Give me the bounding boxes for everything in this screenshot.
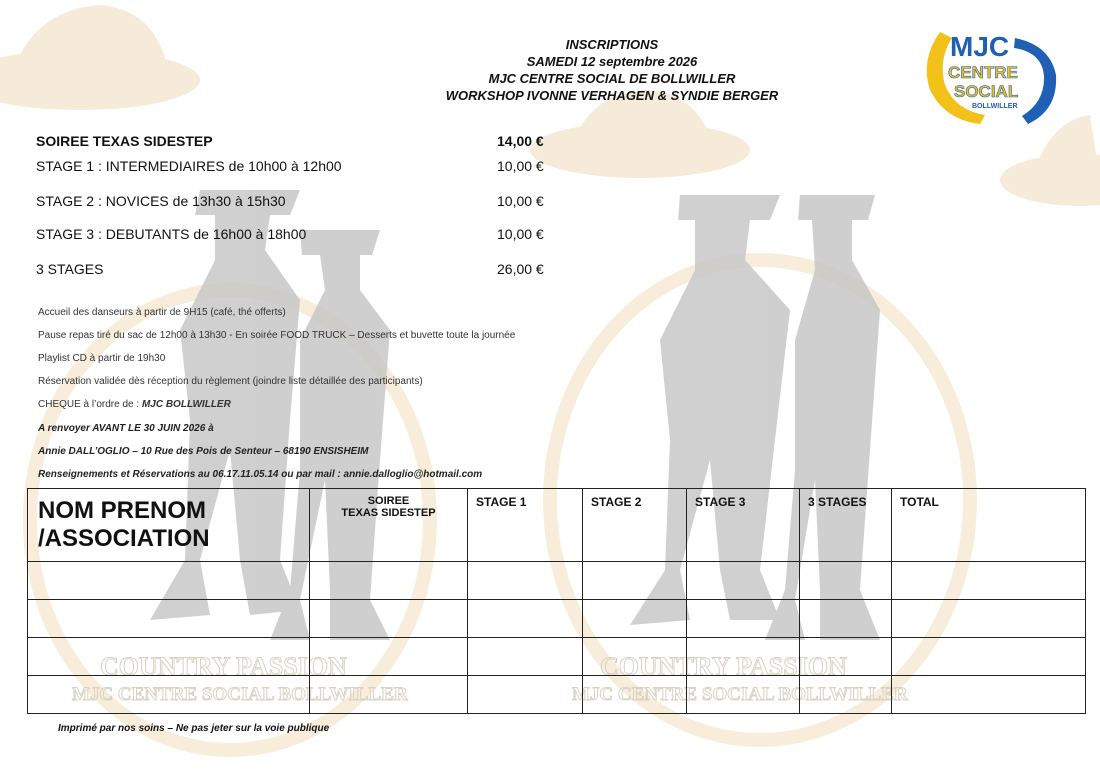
header-title: INSCRIPTIONS <box>565 37 659 52</box>
svg-text:BOLLWILLER: BOLLWILLER <box>972 103 1018 110</box>
header-soiree: SOIREE TEXAS SIDESTEP <box>310 489 468 562</box>
header-stage-3: STAGE 3 <box>687 489 800 562</box>
table-cell[interactable] <box>28 676 310 714</box>
table-cell[interactable] <box>468 562 583 600</box>
table-cell[interactable] <box>800 676 892 714</box>
mjc-logo <box>910 20 1062 128</box>
table-cell[interactable] <box>310 600 468 638</box>
table-cell[interactable] <box>583 676 687 714</box>
table-cell[interactable] <box>583 562 687 600</box>
table-row <box>28 600 1086 638</box>
table-cell[interactable] <box>310 562 468 600</box>
table-cell[interactable] <box>583 638 687 676</box>
header-venue: MJC CENTRE SOCIAL DE BOLLWILLER <box>488 71 736 86</box>
table-row <box>28 562 1086 600</box>
table-row <box>28 676 1086 714</box>
header-stage-2: STAGE 2 <box>583 489 687 562</box>
footer-note: Imprimé par nos soins – Ne pas jeter sur la voie publique <box>58 723 330 734</box>
table-cell[interactable] <box>687 562 800 600</box>
info-address: Annie DALL’OGLIO – 10 Rue des Pois de Senteur – 68190 ENSISHEIM <box>38 446 369 457</box>
header-3-stages: 3 STAGES <box>800 489 892 562</box>
info-welcome: Accueil des danseurs à partir de 9H15 (café, thé offerts) <box>38 307 286 318</box>
info-lunch: Pause repas tiré du sac de 12h00 à 13h30 - En soirée FOOD TRUCK – Desserts et buvette toute la journée <box>38 330 516 341</box>
header-total: TOTAL <box>892 489 1086 562</box>
table-cell[interactable] <box>800 638 892 676</box>
header-date: SAMEDI 12 septembre 2026 <box>526 54 698 69</box>
table-cell[interactable] <box>28 600 310 638</box>
info-cheque: CHEQUE à l’ordre de : MJC BOLLWILLER <box>38 399 231 410</box>
header-stage-1: STAGE 1 <box>468 489 583 562</box>
table-cell[interactable] <box>468 676 583 714</box>
header <box>380 36 844 104</box>
table-header-row <box>28 489 1086 562</box>
svg-text:MJC: MJC <box>950 31 1010 62</box>
header-name-association: NOM PRENOM /ASSOCIATION <box>28 489 310 562</box>
registration-table <box>27 488 1086 714</box>
table-cell[interactable] <box>468 600 583 638</box>
svg-text:SOCIAL: SOCIAL <box>954 82 1019 101</box>
table-cell[interactable] <box>687 600 800 638</box>
info-reservation: Réservation validée dès réception du règlement (joindre liste détaillée des participants) <box>38 376 423 387</box>
table-cell[interactable] <box>800 562 892 600</box>
info-contact: Renseignements et Réservations au 06.17.11.05.14 ou par mail : annie.dalloglio@hotmail.com <box>38 469 483 480</box>
table-row <box>28 638 1086 676</box>
svg-text:COUNTRY PASSION: COUNTRY PASSION <box>600 652 847 681</box>
table-cell[interactable] <box>687 676 800 714</box>
svg-text:MJC CENTRE SOCIAL BOLLWILLER: MJC CENTRE SOCIAL BOLLWILLER <box>72 684 408 705</box>
table-cell[interactable] <box>892 676 1086 714</box>
table-cell[interactable] <box>687 638 800 676</box>
table-cell[interactable] <box>468 638 583 676</box>
svg-text:MJC CENTRE SOCIAL BOLLWILLER: MJC CENTRE SOCIAL BOLLWILLER <box>572 684 908 705</box>
table-cell[interactable] <box>892 638 1086 676</box>
table-cell[interactable] <box>800 600 892 638</box>
info-playlist: Playlist CD à partir de 19h30 <box>38 353 166 364</box>
table-cell[interactable] <box>583 600 687 638</box>
info-deadline: A renvoyer AVANT LE 30 JUIN 2026 à <box>38 423 214 434</box>
table-cell[interactable] <box>892 600 1086 638</box>
table-cell[interactable] <box>310 638 468 676</box>
table-cell[interactable] <box>28 562 310 600</box>
svg-text:COUNTRY PASSION: COUNTRY PASSION <box>100 652 347 681</box>
svg-text:CENTRE: CENTRE <box>948 63 1018 82</box>
table-cell[interactable] <box>310 676 468 714</box>
table-cell[interactable] <box>28 638 310 676</box>
table-cell[interactable] <box>892 562 1086 600</box>
header-workshop: WORKSHOP IVONNE VERHAGEN & SYNDIE BERGER <box>445 88 779 103</box>
